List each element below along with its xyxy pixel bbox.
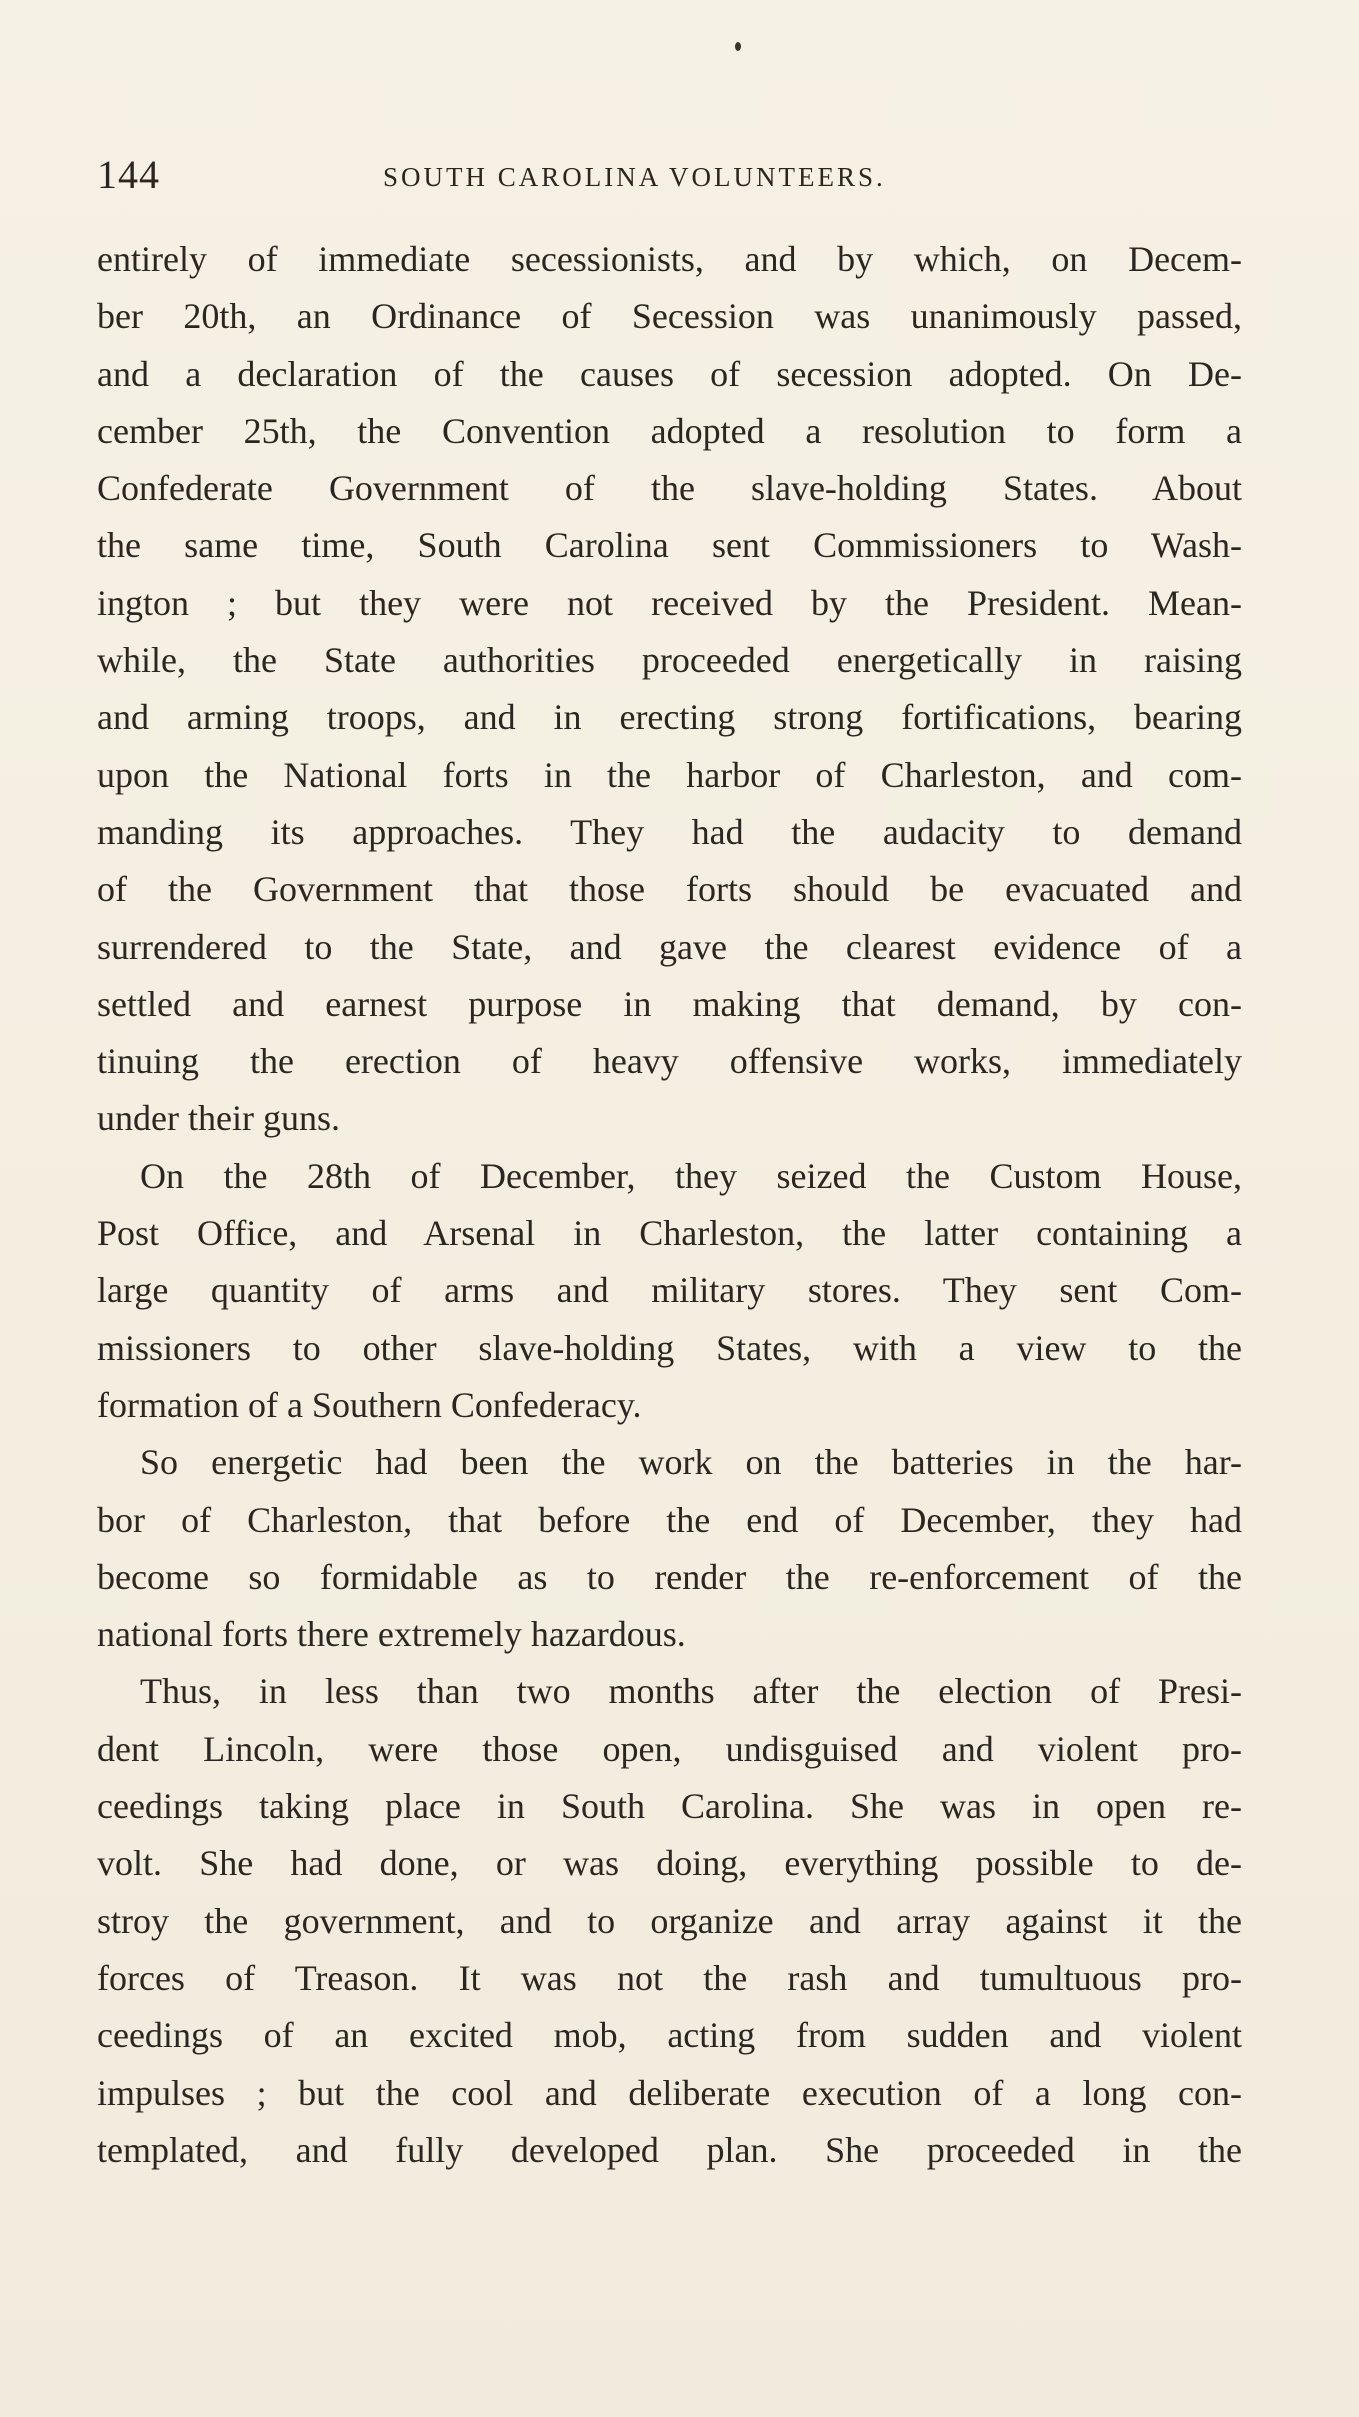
text-line: entirely of immediate secessionists, and by which, on Decem- <box>97 239 1242 279</box>
text-line: ington ; but they were not received by the President. Mean- <box>97 582 1242 623</box>
paragraph-1 <box>97 231 1242 1148</box>
text-line: volt. She had done, or was doing, everything possible to de- <box>97 1843 1242 1884</box>
text-line: impulses ; but the cool and deliberate execution of a long con- <box>97 2072 1242 2113</box>
text-line: ber 20th, an Ordinance of Secession was unanimously passed, <box>97 296 1242 337</box>
text-line: settled and earnest purpose in making that demand, by con- <box>97 983 1242 1024</box>
text-line: So energetic had been the work on the batteries in the har- <box>140 1442 1242 1483</box>
page-number: 144 <box>97 152 160 197</box>
paragraph-3 <box>97 1434 1242 1663</box>
text-line: manding its approaches. They had the audacity to demand <box>97 811 1242 852</box>
text-line: while, the State authorities proceeded energetically in raising <box>97 640 1242 681</box>
paragraph-2 <box>97 1148 1242 1434</box>
text-line: ceedings of an excited mob, acting from sudden and violent <box>97 2015 1242 2056</box>
text-line: tinuing the erection of heavy offensive works, immediately <box>97 1041 1242 1082</box>
text-line: cember 25th, the Convention adopted a resolution to form a <box>97 410 1242 451</box>
text-line: Post Office, and Arsenal in Charleston, the latter containing a <box>97 1213 1242 1254</box>
ink-speck <box>735 42 741 51</box>
text-line: forces of Treason. It was not the rash and tumultuous pro- <box>97 1957 1242 1998</box>
text-line: ceedings taking place in South Carolina. She was in open re- <box>97 1786 1242 1827</box>
text-line: of the Government that those forts should be evacuated and <box>97 869 1242 910</box>
text-line: bor of Charleston, that before the end of December, they had <box>97 1499 1242 1540</box>
text-line: On the 28th of December, they seized the Custom House, <box>140 1155 1242 1196</box>
text-line: stroy the government, and to organize and array against it the <box>97 1900 1242 1941</box>
text-line: the same time, South Carolina sent Commissioners to Wash- <box>97 525 1242 566</box>
text-line: and a declaration of the causes of secession adopted. On De- <box>97 353 1242 394</box>
text-line: under their guns. <box>97 1098 340 1139</box>
text-line: templated, and fully developed plan. She proceeded in the <box>97 2129 1242 2170</box>
text-line: missioners to other slave-holding States, with a view to the <box>97 1327 1242 1368</box>
text-line: upon the National forts in the harbor of Charleston, and com- <box>97 754 1242 795</box>
text-line: Thus, in less than two months after the election of Presi- <box>140 1671 1242 1712</box>
running-head: SOUTH CAROLINA VOLUNTEERS. <box>383 162 886 192</box>
text-line: become so formidable as to render the re-enforcement of the <box>97 1556 1242 1597</box>
text-line: Confederate Government of the slave-holding States. About <box>97 468 1242 509</box>
text-line: national forts there extremely hazardous. <box>97 1614 686 1655</box>
paragraph-4 <box>97 1663 1242 2179</box>
text-line: dent Lincoln, were those open, undisguised and violent pro- <box>97 1728 1242 1769</box>
body-text <box>97 231 1242 2179</box>
text-line: and arming troops, and in erecting strong fortifications, bearing <box>97 697 1242 738</box>
page-header <box>97 150 1242 200</box>
text-line: large quantity of arms and military stores. They sent Com- <box>97 1270 1242 1311</box>
text-line: surrendered to the State, and gave the clearest evidence of a <box>97 926 1242 967</box>
text-line: formation of a Southern Confederacy. <box>97 1384 642 1425</box>
